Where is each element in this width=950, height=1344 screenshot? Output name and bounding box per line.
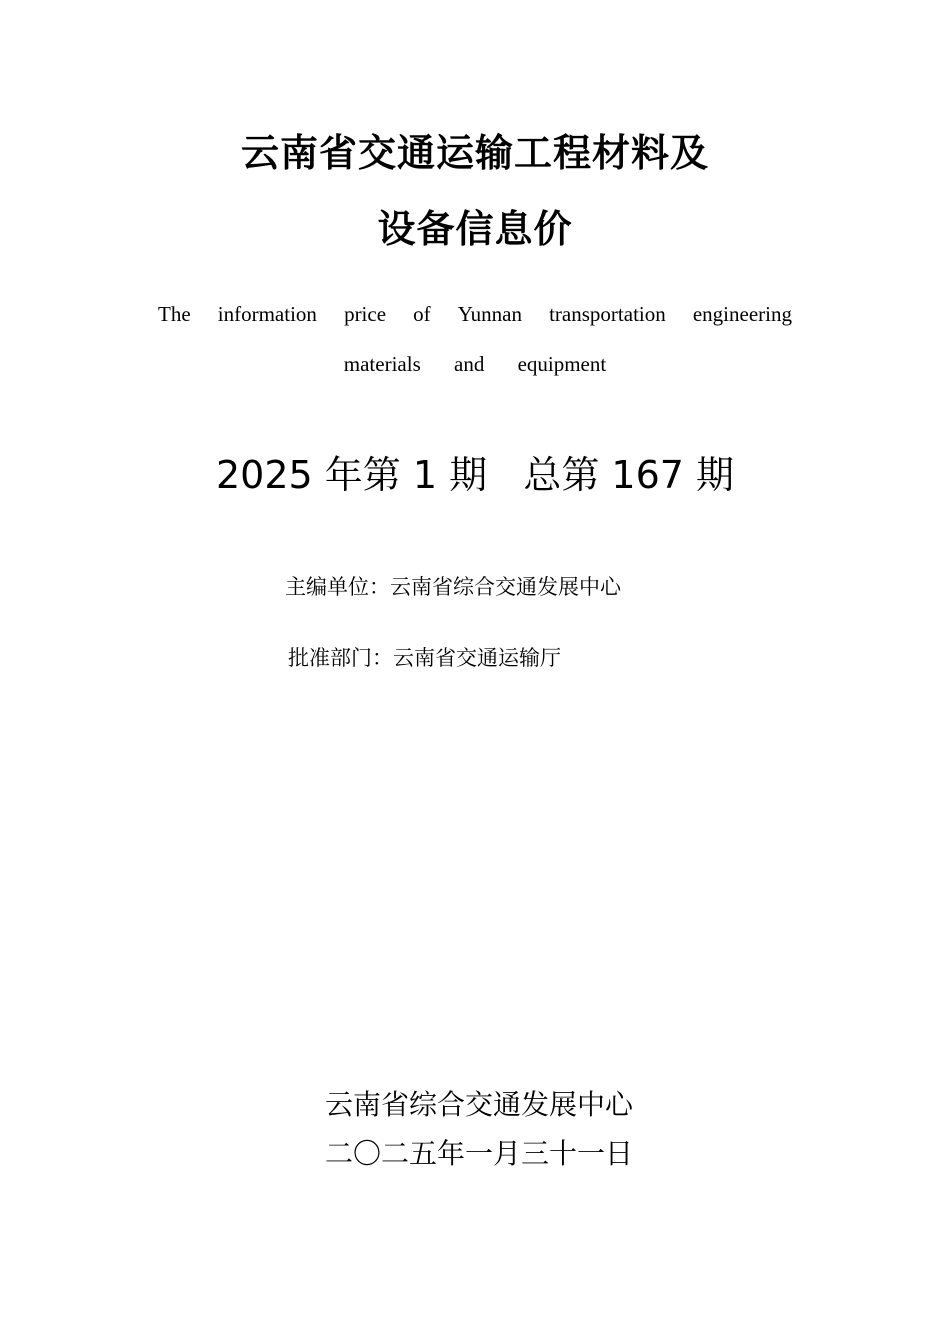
english-title-word: price (344, 302, 387, 326)
footer-organization: 云南省综合交通发展中心 (325, 1088, 634, 1121)
document-title-line-2: 设备信息价 (377, 207, 573, 251)
english-title-word: of (413, 302, 431, 326)
editor-label: 主编单位： (285, 575, 390, 599)
english-title-word: Yunnan (457, 302, 522, 326)
english-title-word: information (217, 302, 317, 326)
english-title-word: engineering (692, 302, 792, 326)
editor-value: 云南省综合交通发展中心 (390, 575, 621, 599)
english-title-word: The (158, 302, 191, 326)
approver-row (288, 648, 561, 669)
english-title-word: transportation (549, 302, 666, 326)
english-title-line-1 (158, 304, 792, 325)
approver-value: 云南省交通运输厅 (393, 646, 561, 670)
document-title-line-1: 云南省交通运输工程材料及 (240, 131, 709, 175)
approver-label: 批准部门： (288, 646, 393, 670)
footer-date: 二〇二五年一月三十一日 (325, 1137, 634, 1170)
editor-row (285, 577, 621, 598)
english-title-line-2: materials and equipment (343, 352, 607, 376)
issue-number: 2025 年第 1 期 总第 167 期 (215, 453, 735, 497)
